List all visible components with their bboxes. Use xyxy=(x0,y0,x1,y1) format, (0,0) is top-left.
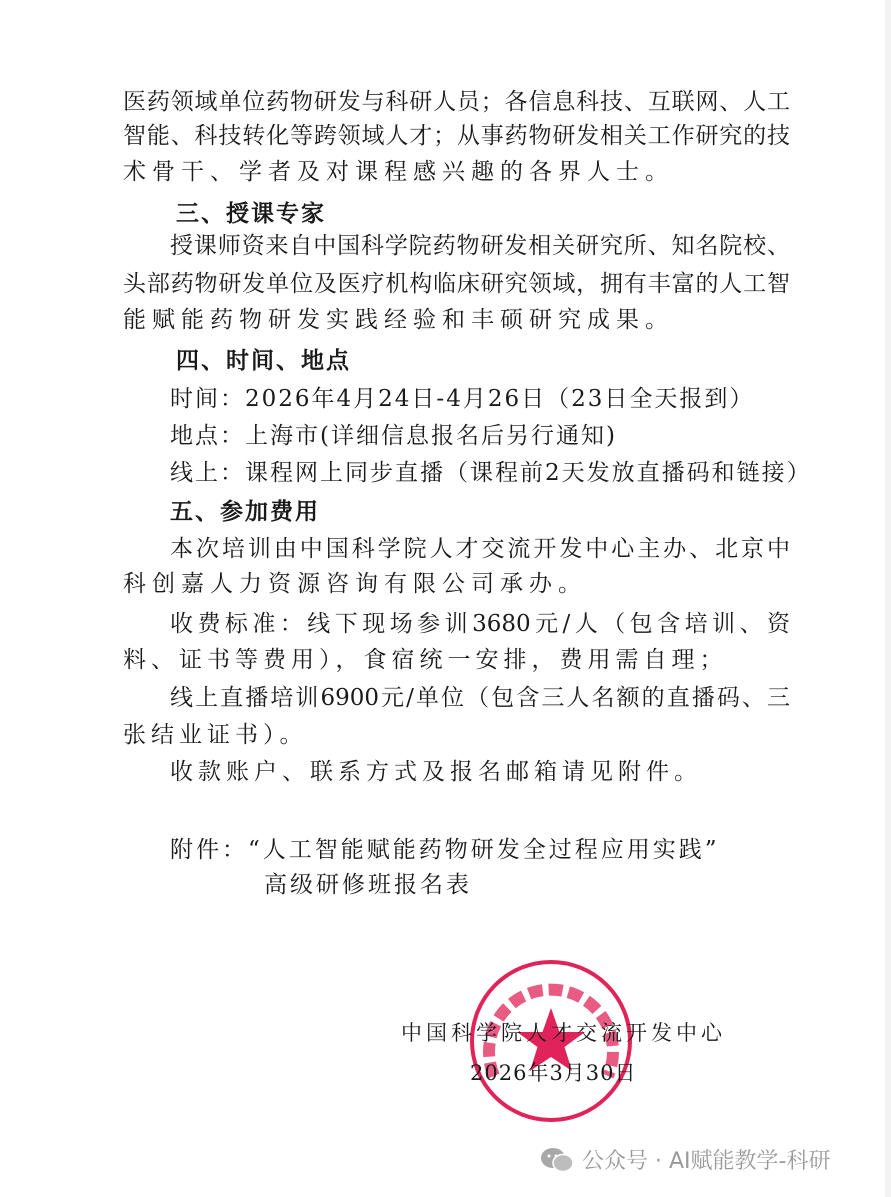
body-line: 头部药物研发单位及医疗机构临床研究领域，拥有丰富的人工智 xyxy=(123,271,790,297)
page-edge xyxy=(885,0,891,1197)
body-line: 地点：上海市(详细信息报名后另行通知) xyxy=(170,423,617,449)
watermark xyxy=(540,1144,830,1175)
attachment-line: 附件：“人工智能赋能药物研发全过程应用实践” xyxy=(170,837,720,863)
body-line: 科创嘉人力资源咨询有限公司承办。 xyxy=(123,571,587,597)
attachment-line: 高级研修班报名表 xyxy=(264,872,472,898)
body-line: 智能、科技转化等跨领域人才；从事药物研发相关工作研究的技 xyxy=(123,123,790,149)
section-heading: 三、授课专家 xyxy=(176,201,326,227)
body-line: 料、证书等费用），食宿统一安排，费用需自理； xyxy=(123,647,728,673)
body-line: 授课师资来自中国科学院药物研发相关研究所、知名院校、 xyxy=(170,233,790,259)
body-line: 医药领域单位药物研发与科研人员；各信息科技、互联网、人工 xyxy=(123,89,790,115)
section-heading: 四、时间、地点 xyxy=(176,348,351,374)
signature-org: 中国科学院人才交流开发中心 xyxy=(401,1021,726,1045)
section-heading: 五、参加费用 xyxy=(170,499,320,525)
body-line: 能赋能药物研发实践经验和丰硕研究成果。 xyxy=(123,307,674,333)
body-line: 张结业证书）。 xyxy=(123,722,308,748)
wechat-icon xyxy=(540,1147,574,1173)
body-line: 线上：课程网上同步直播（课程前2天发放直播码和链接） xyxy=(170,460,812,486)
body-line: 本次培训由中国科学院人才交流开发中心主办、北京中 xyxy=(170,536,790,562)
watermark-text: 公众号 · AI赋能教学-科研 xyxy=(582,1149,831,1174)
body-line: 收款账户、联系方式及报名邮箱请见附件。 xyxy=(170,759,702,785)
body-line: 线上直播培训6900元/单位（包含三人名额的直播码、三 xyxy=(170,685,790,711)
body-line: 术骨干、学者及对课程感兴趣的各界人士。 xyxy=(123,159,674,185)
body-line: 时间：2026年4月24日-4月26日（23日全天报到） xyxy=(170,386,755,412)
body-line: 收费标准：线下现场参训3680元/人（包含培训、资 xyxy=(170,611,790,637)
signature-date: 2026年3月30日 xyxy=(470,1061,637,1085)
